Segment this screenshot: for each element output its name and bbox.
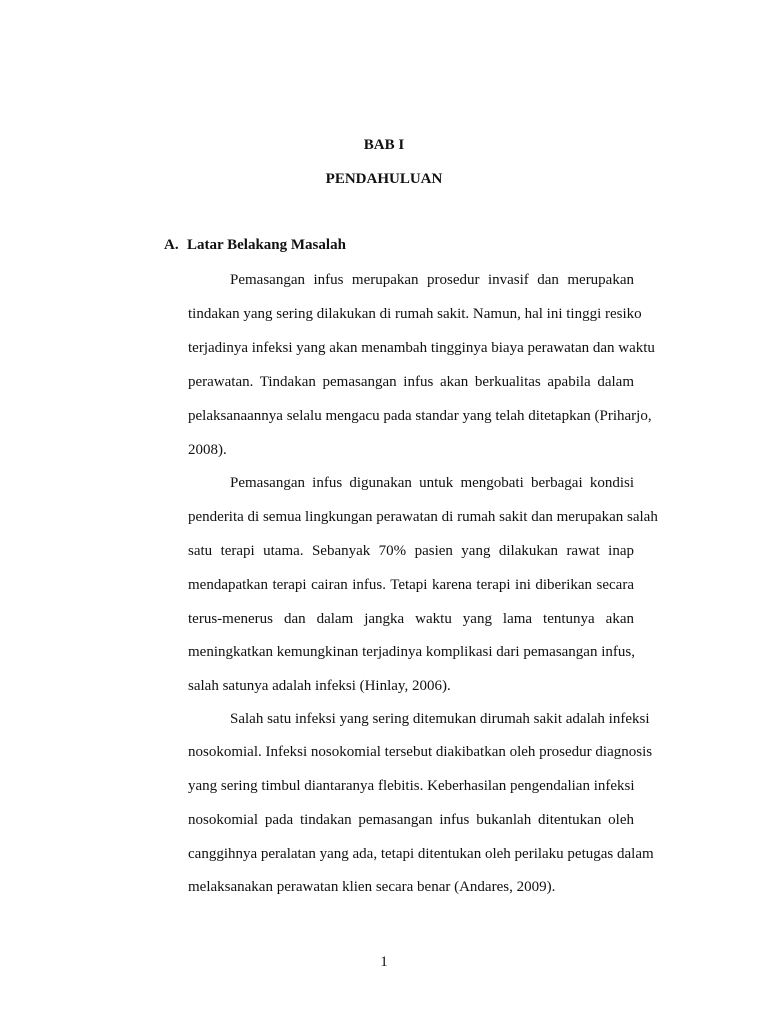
text-line: melaksanakan perawatan klien secara benar (Andares, 2009).: [188, 879, 556, 895]
section-heading: [164, 237, 346, 254]
text-line: nosokomial pada tindakan pemasangan infus bukanlah ditentukan oleh: [188, 812, 634, 828]
text-line: canggihnya peralatan yang ada, tetapi ditentukan oleh perilaku petugas dalam: [188, 846, 654, 862]
text-line: Salah satu infeksi yang sering ditemukan dirumah sakit adalah infeksi: [230, 711, 650, 727]
text-line: salah satunya adalah infeksi (Hinlay, 2006).: [188, 678, 451, 694]
text-line: pelaksanaannya selalu mengacu pada standar yang telah ditetapkan (Priharjo,: [188, 408, 652, 424]
chapter-title: PENDAHULUAN: [325, 171, 443, 187]
text-line: yang sering timbul diantaranya flebitis. Keberhasilan pengendalian infeksi: [188, 778, 635, 794]
section-title: Latar Belakang Masalah: [187, 237, 346, 253]
text-line: 2008).: [188, 442, 227, 458]
text-line: tindakan yang sering dilakukan di rumah sakit. Namun, hal ini tinggi resiko: [188, 306, 642, 322]
text-line: Pemasangan infus digunakan untuk mengobati berbagai kondisi: [230, 475, 634, 491]
chapter-number: BAB I: [363, 137, 405, 153]
text-line: penderita di semua lingkungan perawatan di rumah sakit dan merupakan salah: [188, 509, 658, 525]
text-line: mendapatkan terapi cairan infus. Tetapi karena terapi ini diberikan secara: [188, 577, 634, 593]
section-letter: A.: [164, 237, 179, 253]
text-line: satu terapi utama. Sebanyak 70% pasien yang dilakukan rawat inap: [188, 543, 634, 559]
text-line: meningkatkan kemungkinan terjadinya komplikasi dari pemasangan infus,: [188, 644, 635, 660]
text-line: terus-menerus dan dalam jangka waktu yang lama tentunya akan: [188, 611, 634, 627]
text-line: Pemasangan infus merupakan prosedur invasif dan merupakan: [230, 272, 634, 288]
page-number: 1: [380, 954, 388, 970]
text-line: nosokomial. Infeksi nosokomial tersebut diakibatkan oleh prosedur diagnosis: [188, 744, 653, 760]
text-line: terjadinya infeksi yang akan menambah tingginya biaya perawatan dan waktu: [188, 340, 655, 356]
text-line: perawatan. Tindakan pemasangan infus akan berkualitas apabila dalam: [188, 374, 634, 390]
